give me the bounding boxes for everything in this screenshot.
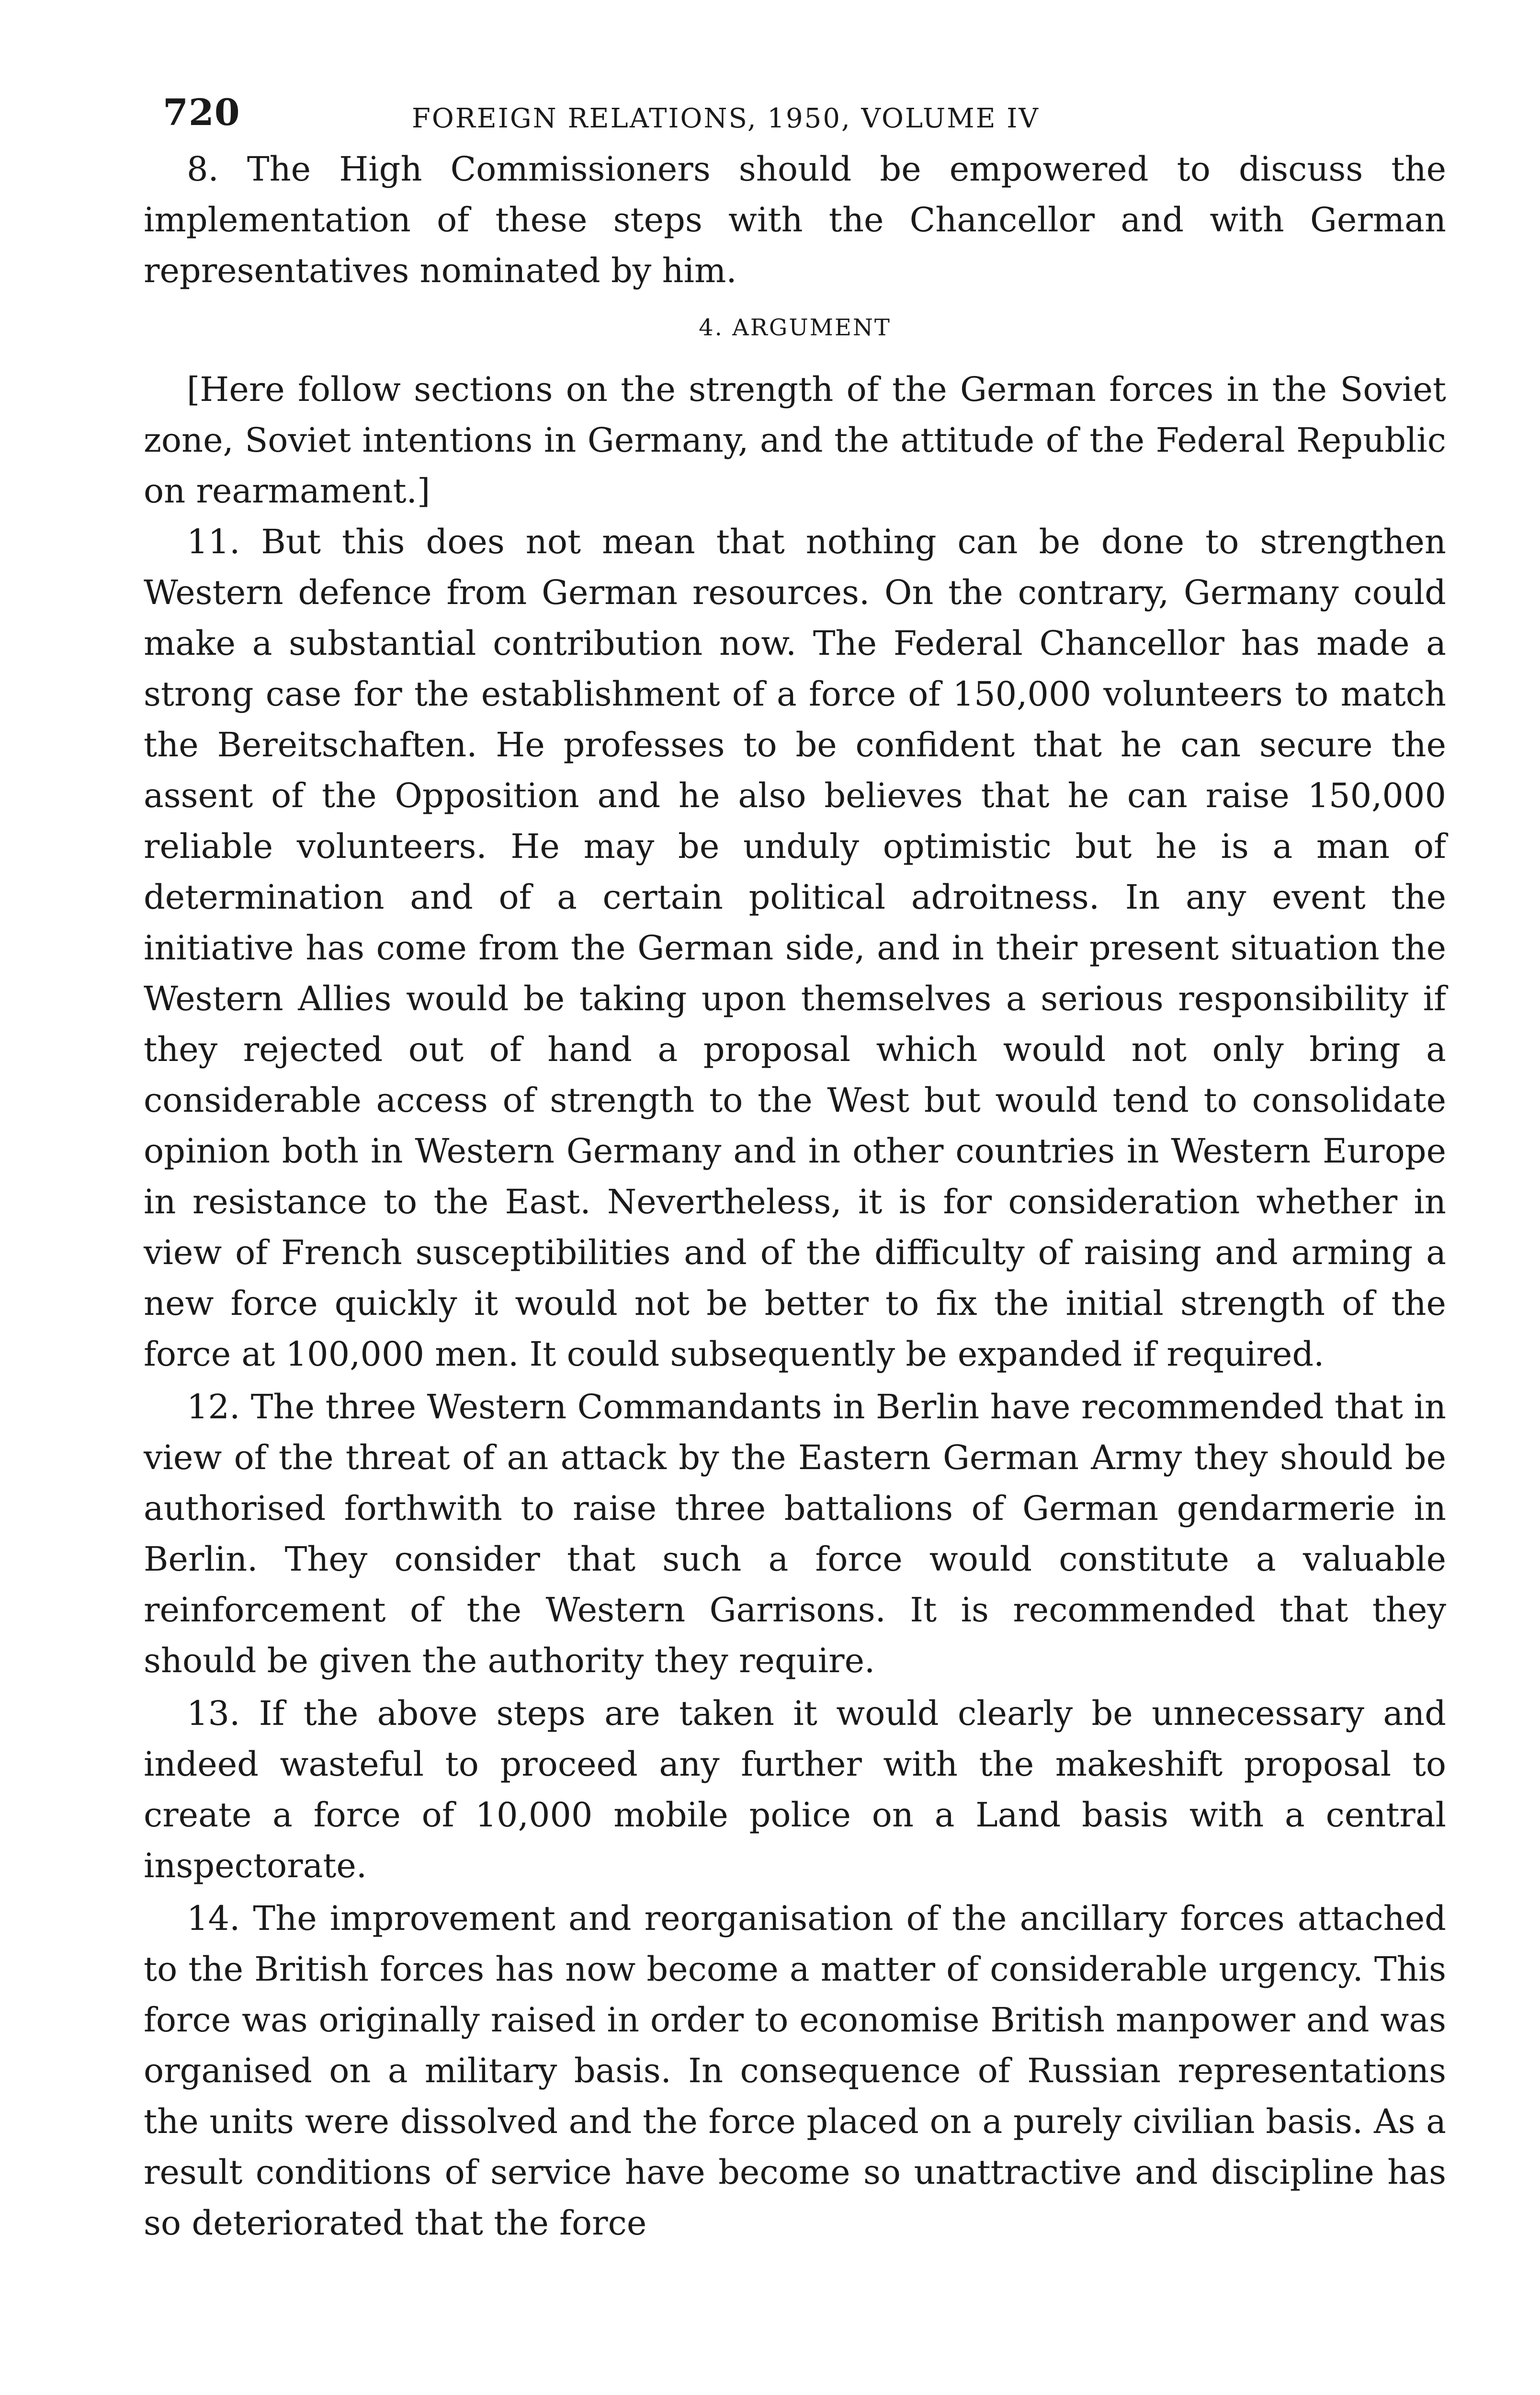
section-heading: 4. ARGUMENT <box>699 314 891 341</box>
running-title: FOREIGN RELATIONS, 1950, VOLUME IV <box>412 103 1040 134</box>
document-page <box>144 72 1446 2248</box>
paragraph-12: 12. The three Western Commandants in Berlin have recommended that in view of the threat of an attack by the Eastern German Army they should be authorised forthwith to raise three battalions of German gendarmerie in Berlin. They consider that such a force would constitute a valuable reinforcement of the Western Garrisons. It is recommended that they should be given the authority they require. <box>144 1387 1446 1680</box>
paragraph-11: 11. But this does not mean that nothing can be done to strengthen Western defence from German resources. On the contrary, Germany could make a substantial contribution now. The Federal Chancellor has made a strong case for the establishment of a force of 150,000 volunteers to match the Bereitschaften. He professes to be confident that he can secure the assent of the Opposition and he also believes that he can raise 150,000 reliable volunteers. He may be unduly optimistic but he is a man of determination and of a certain political adroitness. In any event the initiative has come from the German side, and in their present situation the Western Allies would be taking upon themselves a serious responsibility if they rejected out of hand a proposal which would not only bring a considerable access of strength to the West but would tend to consolidate opinion both in Western Germany and in other countries in Western Europe in resistance to the East. Nevertheless, it is for consideration whether in view of French susceptibilities and of the difficulty of raising and arming a new force quickly it would not be better to fix the initial strength of the force at 100,000 men. It could subsequently be expanded if required. <box>144 522 1446 1374</box>
editorial-note: [Here follow sections on the strength of the German forces in the Soviet zone, Soviet intentions in Germany, and the attitude of the Federal Republic on rearmament.] <box>144 370 1446 511</box>
page-number: 720 <box>163 91 240 134</box>
paragraph-14: 14. The improvement and reorganisation of the ancillary forces attached to the British forces has now become a matter of considerable urgency. This force was originally raised in order to economise British manpower and was organised on a military basis. In consequence of Russian representations the units were dissolved and the force placed on a purely civilian basis. As a result conditions of service have become so unattractive and discipline has so deteriorated that the force <box>144 1899 1446 2243</box>
page-header <box>144 72 1446 144</box>
paragraph-8: 8. The High Commissioners should be empowered to discuss the implementation of these steps with the Chancellor and with German representatives nominated by him. <box>144 149 1446 290</box>
paragraph-13: 13. If the above steps are taken it would clearly be unnecessary and indeed wasteful to proceed any further with the makeshift proposal to create a force of 10,000 mobile police on a Land basis with a central inspectorate. <box>144 1694 1446 1885</box>
